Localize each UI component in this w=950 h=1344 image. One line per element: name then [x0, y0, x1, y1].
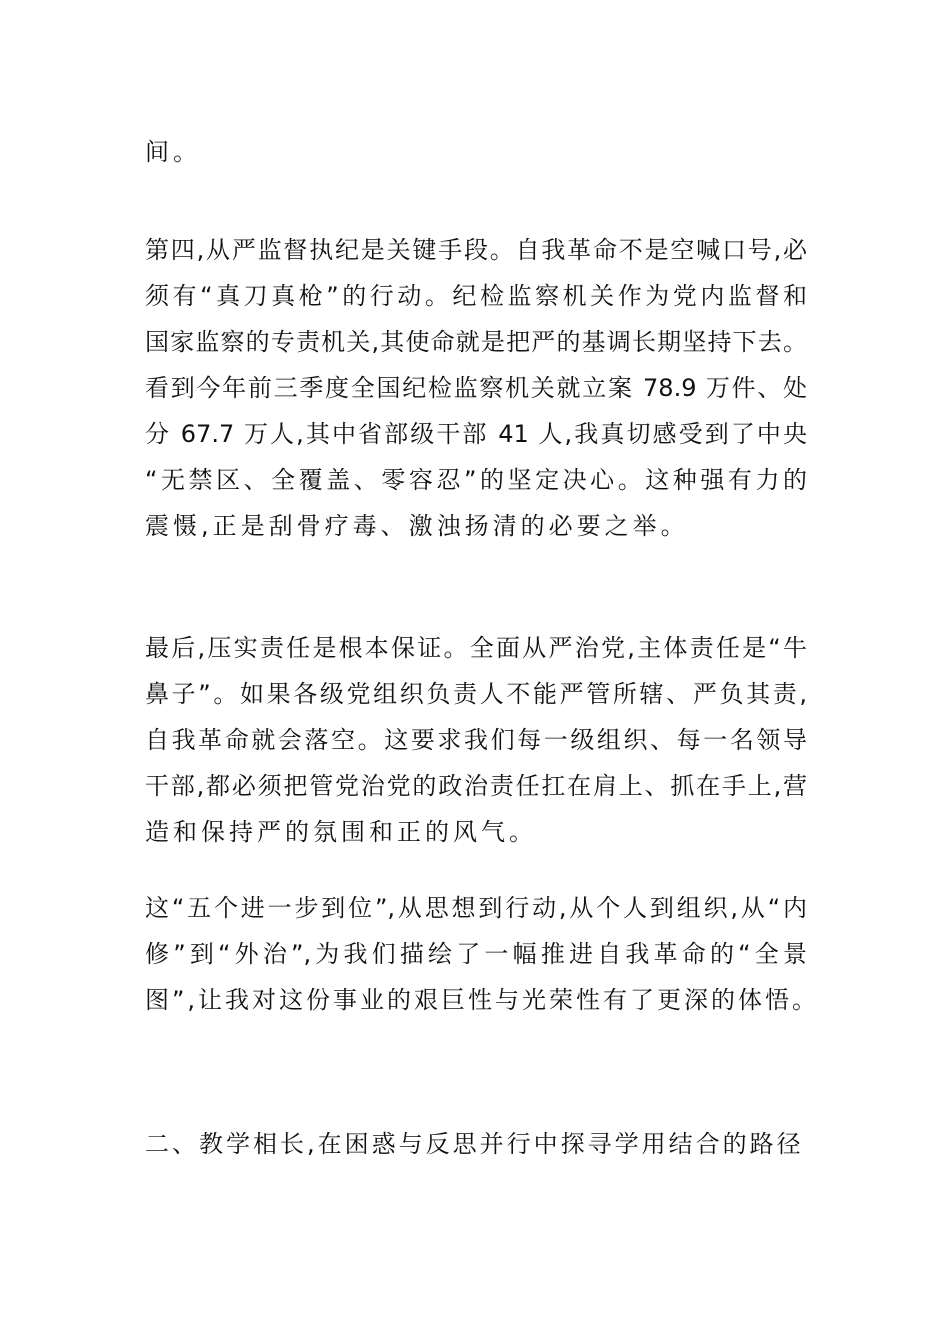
paragraph-line: 干部,都必须把管党治党的政治责任扛在肩上、抓在手上,营	[145, 772, 807, 800]
paragraph-line: 须有“真刀真枪”的行动。纪检监察机关作为党内监督和	[145, 282, 807, 310]
paragraph-line: 自我革命就会落空。这要求我们每一级组织、每一名领导	[145, 726, 807, 754]
paragraph-line: 看到今年前三季度全国纪检监察机关就立案 78.9 万件、处	[145, 374, 807, 402]
paragraph-line: 震慑,正是刮骨疗毒、激浊扬清的必要之举。	[145, 512, 689, 540]
paragraph-line: 鼻子”。如果各级党组织负责人不能严管所辖、严负其责,	[145, 680, 807, 708]
section-heading: 二、教学相长,在困惑与反思并行中探寻学用结合的路径	[145, 1130, 804, 1158]
paragraph-line: 造和保持严的氛围和正的风气。	[145, 818, 537, 846]
paragraph-line: 第四,从严监督执纪是关键手段。自我革命不是空喊口号,必	[145, 236, 807, 264]
paragraph-line: “无禁区、全覆盖、零容忍”的坚定决心。这种强有力的	[145, 466, 807, 494]
paragraph-line: 这“五个进一步到位”,从思想到行动,从个人到组织,从“内	[145, 894, 807, 922]
paragraph-line: 间。	[145, 138, 201, 166]
paragraph-line: 国家监察的专责机关,其使命就是把严的基调长期坚持下去。	[145, 328, 807, 356]
paragraph-line: 修”到“外治”,为我们描绘了一幅推进自我革命的“全景	[145, 940, 807, 968]
paragraph-line: 最后,压实责任是根本保证。全面从严治党,主体责任是“牛	[145, 634, 807, 662]
paragraph-line: 图”,让我对这份事业的艰巨性与光荣性有了更深的体悟。	[145, 986, 820, 1014]
paragraph-line: 分 67.7 万人,其中省部级干部 41 人,我真切感受到了中央	[145, 420, 807, 448]
